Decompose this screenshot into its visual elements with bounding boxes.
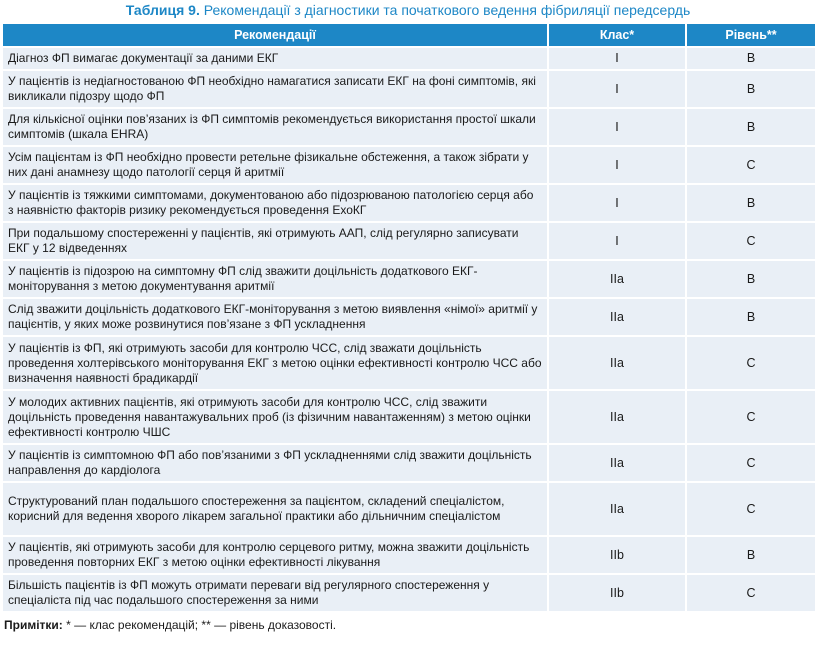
recommendation-cell: Більшість пацієнтів із ФП можуть отримати переваги від регулярного спостереження у спеціаліста під час подальшого спостереження за ними bbox=[2, 574, 548, 612]
table-row bbox=[2, 390, 816, 444]
level-cell: C bbox=[686, 336, 816, 390]
level-cell: B bbox=[686, 536, 816, 574]
table-row bbox=[2, 184, 816, 222]
table-number: Таблиця 9. bbox=[125, 2, 200, 18]
recommendation-cell: У пацієнтів, які отримують засоби для контролю серцевого ритму, можна зважити доцільність проведення повторних ЕКГ з метою оцінки ефективності лікування bbox=[2, 536, 548, 574]
table-row bbox=[2, 222, 816, 260]
level-cell: B bbox=[686, 108, 816, 146]
class-cell: IIb bbox=[548, 536, 686, 574]
level-cell: B bbox=[686, 298, 816, 336]
header-class: Клас* bbox=[548, 23, 686, 47]
recommendations-table bbox=[1, 22, 816, 613]
table-title: Рекомендації з діагностики та початкового ведення фібриляції передсердь bbox=[203, 2, 691, 18]
level-cell: B bbox=[686, 47, 816, 70]
table-row bbox=[2, 574, 816, 612]
level-cell: B bbox=[686, 184, 816, 222]
class-cell: I bbox=[548, 47, 686, 70]
recommendation-cell: У молодих активних пацієнтів, які отримують засоби для контролю ЧСС, слід зважити доцільність проведення навантажувальних проб (із фізичним навантаженням) з метою оцінки ефективності контролю ЧШС bbox=[2, 390, 548, 444]
class-cell: IIb bbox=[548, 574, 686, 612]
level-cell: B bbox=[686, 70, 816, 108]
recommendation-cell: Для кількісної оцінки пов’язаних із ФП симптомів рекомендується використання простої шкали симптомів (шкала EHRA) bbox=[2, 108, 548, 146]
table-row bbox=[2, 336, 816, 390]
class-cell: I bbox=[548, 222, 686, 260]
table-row bbox=[2, 108, 816, 146]
table-row bbox=[2, 482, 816, 536]
level-cell: C bbox=[686, 574, 816, 612]
class-cell: IIa bbox=[548, 260, 686, 298]
level-cell: C bbox=[686, 222, 816, 260]
recommendation-cell: У пацієнтів із симптомною ФП або пов’язаними з ФП ускладненнями слід зважити доцільність направлення до кардіолога bbox=[2, 444, 548, 482]
table-row bbox=[2, 536, 816, 574]
recommendation-cell: Усім пацієнтам із ФП необхідно провести ретельне фізикальне обстеження, а також зібрати у них дані анамнезу щодо патології серця й аритмії bbox=[2, 146, 548, 184]
class-cell: IIa bbox=[548, 336, 686, 390]
notes-text: * — клас рекомендацій; ** — рівень доказовості. bbox=[66, 618, 337, 632]
notes-label: Примітки: bbox=[4, 618, 63, 632]
header-recommendation: Рекомендації bbox=[2, 23, 548, 47]
table-row bbox=[2, 70, 816, 108]
class-cell: IIa bbox=[548, 482, 686, 536]
table-row bbox=[2, 47, 816, 70]
table-row bbox=[2, 298, 816, 336]
class-cell: I bbox=[548, 108, 686, 146]
class-cell: I bbox=[548, 184, 686, 222]
level-cell: B bbox=[686, 260, 816, 298]
table-notes bbox=[4, 618, 816, 632]
recommendation-cell: У пацієнтів із підозрою на симптомну ФП слід зважити доцільність додаткового ЕКГ-моніторування з метою документування аритмії bbox=[2, 260, 548, 298]
recommendation-cell: У пацієнтів із тяжкими симптомами, документованою або підозрюваною патологією серця або з наявністю факторів ризику рекомендується проведення ЕхоКГ bbox=[2, 184, 548, 222]
class-cell: IIa bbox=[548, 444, 686, 482]
recommendation-cell: Структурований план подальшого спостереження за пацієнтом, складений спеціалістом, корисний для ведення хворого лікарем загальної практики або дільничним спеціалістом bbox=[2, 482, 548, 536]
recommendation-cell: Слід зважити доцільність додаткового ЕКГ-моніторування з метою виявлення «німої» аритмії у пацієнтів, у яких може розвинутися пов’язане з ФП ускладнення bbox=[2, 298, 548, 336]
level-cell: C bbox=[686, 444, 816, 482]
table-row bbox=[2, 260, 816, 298]
class-cell: I bbox=[548, 146, 686, 184]
level-cell: C bbox=[686, 146, 816, 184]
class-cell: I bbox=[548, 70, 686, 108]
table-header-row bbox=[2, 23, 816, 47]
recommendation-cell: При подальшому спостереженні у пацієнтів, які отримують ААП, слід регулярно записувати ЕКГ у 12 відведеннях bbox=[2, 222, 548, 260]
recommendation-cell: У пацієнтів із недіагностованою ФП необхідно намагатися записати ЕКГ на фоні симптомів, які викликали підозру щодо ФП bbox=[2, 70, 548, 108]
class-cell: IIa bbox=[548, 390, 686, 444]
recommendation-cell: У пацієнтів із ФП, які отримують засоби для контролю ЧСС, слід зважати доцільність проведення холтерівського моніторування ЕКГ з метою оцінки ефективності контролю ЧСС або визначення наявності брадикардії bbox=[2, 336, 548, 390]
table-row bbox=[2, 444, 816, 482]
table-caption bbox=[0, 0, 816, 22]
level-cell: C bbox=[686, 390, 816, 444]
recommendation-cell: Діагноз ФП вимагає документації за даними ЕКГ bbox=[2, 47, 548, 70]
header-level: Рівень** bbox=[686, 23, 816, 47]
table-row bbox=[2, 146, 816, 184]
level-cell: C bbox=[686, 482, 816, 536]
class-cell: IIa bbox=[548, 298, 686, 336]
